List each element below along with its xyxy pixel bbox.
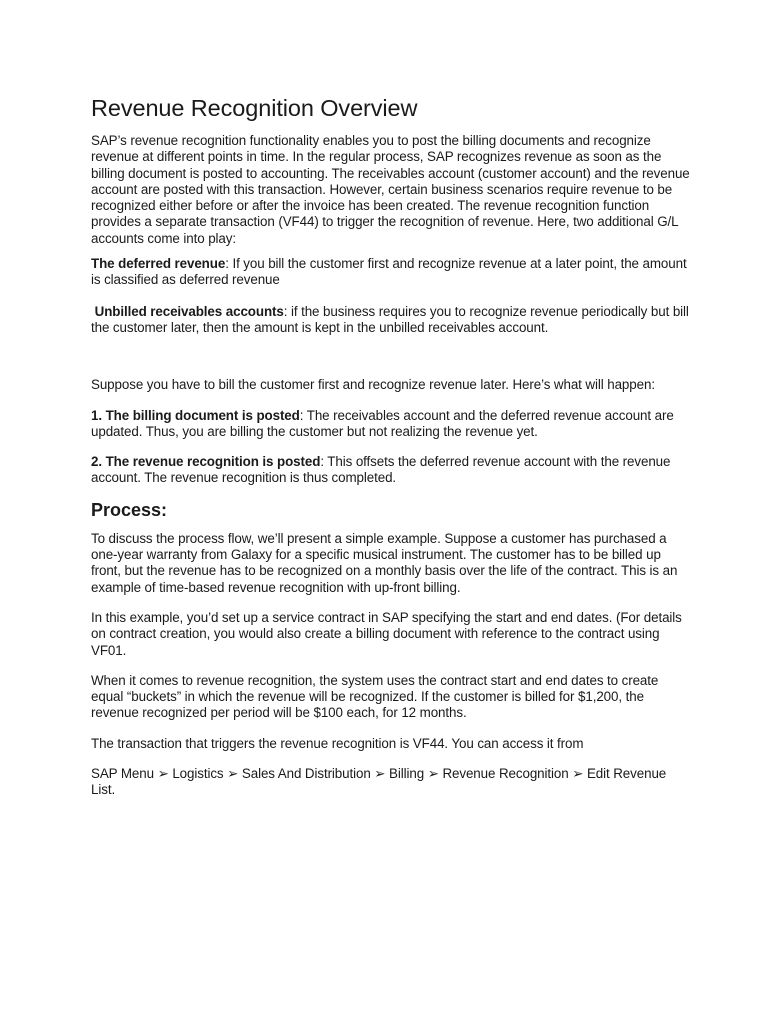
suppose-paragraph: Suppose you have to bill the customer first and recognize revenue later. Here’s what will happen: (91, 377, 655, 393)
document-page (91, 94, 691, 799)
process-heading: Process: (91, 499, 168, 520)
unbilled-receivables-paragraph (91, 304, 691, 337)
page-title: Revenue Recognition Overview (91, 95, 418, 121)
intro-paragraph: SAP’s revenue recognition functionality enables you to post the billing documents and recognize revenue at different points in time. In the regular process, SAP recognizes revenue as soon as the billing document is posted to accounting. The receivables account (customer account) and the revenue account are posted with this transaction. However, certain business scenarios require revenue to be recognized either before or after the invoice has been created. The revenue recognition function provides a separate transaction (VF44) to trigger the recognition of revenue. Here, two additional G/L accounts come into play: (91, 133, 690, 246)
process-paragraph-3: When it comes to revenue recognition, the system uses the contract start and end dates to create equal “buckets” in which the revenue will be recognized. If the customer is billed for $1,200, the revenue recognized per period will be $100 each, for 12 months. (91, 672, 659, 721)
unbilled-receivables-text: : if the business requires you to recognize revenue periodically but bill the customer later, then the amount is kept in the unbilled receivables account. (91, 303, 689, 335)
deferred-revenue-term: The deferred revenue (91, 256, 226, 272)
step-2-term: 2. The revenue recognition is posted (91, 454, 321, 470)
menu-path: SAP Menu ➢ Logistics ➢ Sales And Distribution ➢ Billing ➢ Revenue Recognition ➢ Edit Revenue List. (91, 766, 667, 798)
step-1-text: : The receivables account and the deferred revenue account are updated. Thus, you are billing the customer but not realizing the revenue yet. (91, 407, 674, 439)
process-paragraph-2: In this example, you’d set up a service contract in SAP specifying the start and end dates. (For details on contract creation, you would also create a billing document with reference to the contract using VF01. (91, 609, 682, 658)
process-paragraph-4: The transaction that triggers the revenue recognition is VF44. You can access it from (91, 735, 584, 751)
step-1-paragraph (91, 408, 691, 441)
deferred-revenue-text: : If you bill the customer first and recognize revenue at a later point, the amount is classified as deferred revenue (91, 256, 687, 288)
step-1-term: 1. The billing document is posted (91, 407, 300, 423)
deferred-revenue-paragraph (91, 256, 691, 289)
process-paragraph-1: To discuss the process flow, we’ll present a simple example. Suppose a customer has purchased a one-year warranty from Galaxy for a specific musical instrument. The customer has to be billed up front, but the revenue has to be recognized on a monthly basis over the life of the contract. This is an example of time-based revenue recognition with up-front billing. (91, 530, 678, 595)
step-2-text: : This offsets the deferred revenue account with the revenue account. The revenue recognition is thus completed. (91, 454, 671, 486)
step-2-paragraph (91, 454, 691, 487)
unbilled-receivables-term: Unbilled receivables accounts (94, 303, 284, 319)
